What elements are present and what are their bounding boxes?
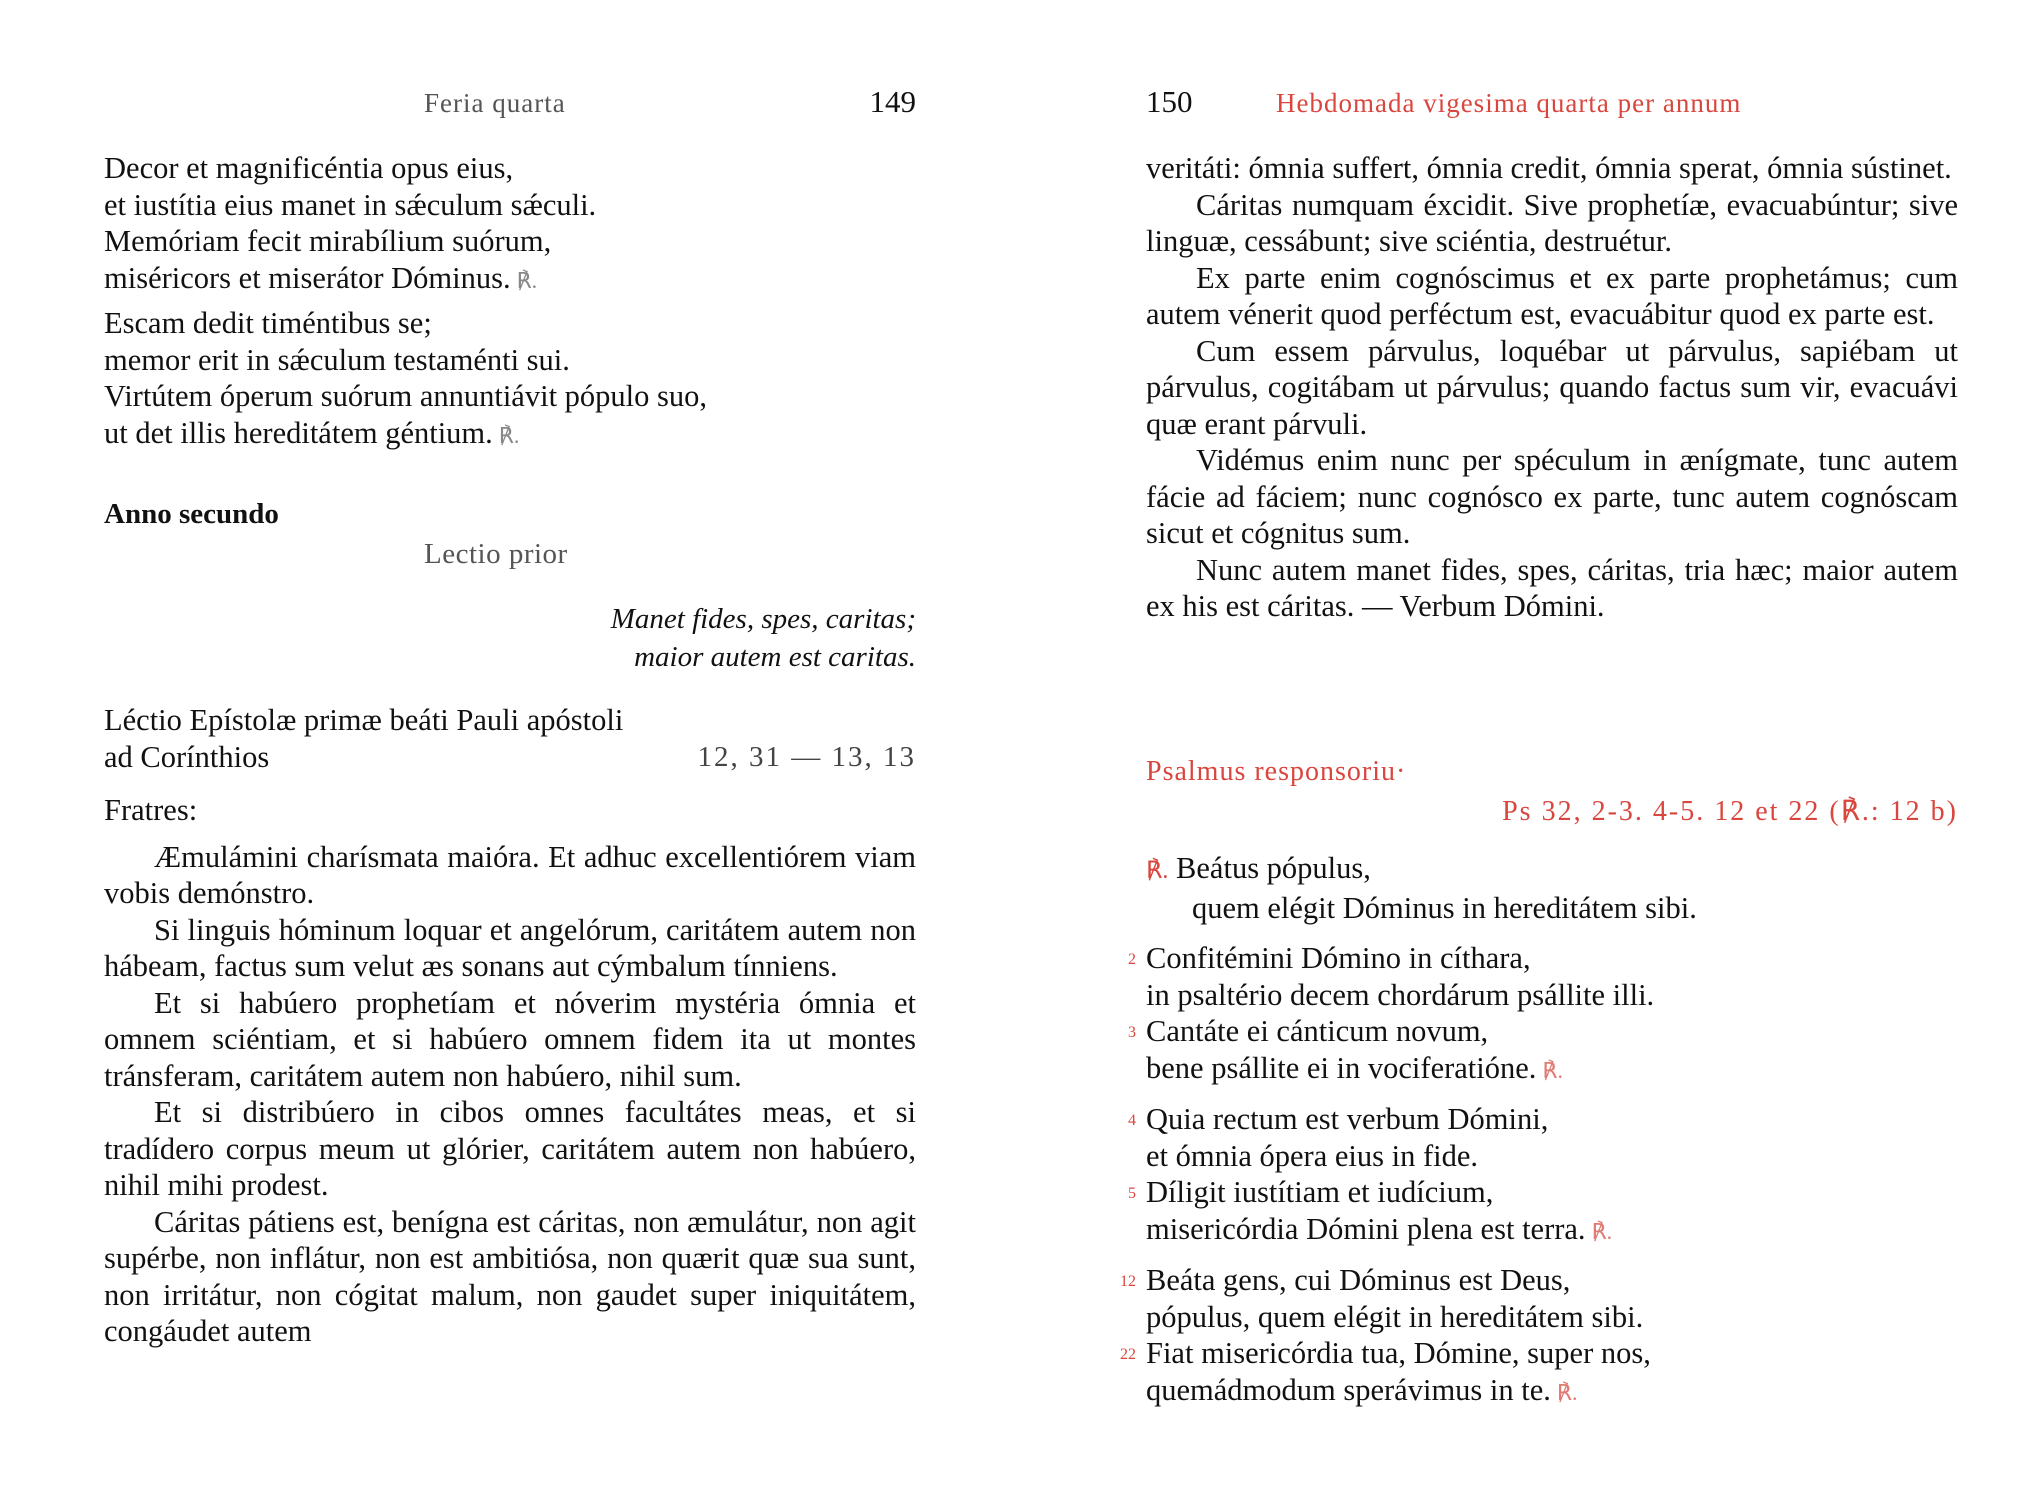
verse-text: Beáta gens, cui Dóminus est Deus,	[1146, 1263, 1571, 1297]
verse-line	[1146, 1211, 1958, 1251]
psalm-line-text: miséricors et miserátor Dóminus.	[104, 260, 511, 295]
response-mark: ℟.	[498, 422, 520, 448]
verse-line	[1146, 1138, 1958, 1175]
psalm-stanza	[104, 150, 916, 299]
reading-motto	[611, 600, 916, 676]
paragraph: veritáti: ómnia suffert, ómnia credit, ómnia sperat, ómnia sústinet.	[1146, 151, 1952, 185]
verse-text: Fiat misericórdia tua, Dómine, super nos,	[1146, 1336, 1651, 1370]
response-mark: ℟.	[1556, 1379, 1578, 1405]
psalm-label: Psalmus responsoriu·	[1146, 756, 1407, 787]
psalm-line	[104, 260, 916, 300]
verse-text: misericórdia Dómini plena est terra.	[1146, 1211, 1586, 1246]
verse-text: pópulus, quem elégit in hereditátem sibi.	[1146, 1299, 1644, 1334]
page-number: 150	[1146, 84, 1193, 119]
psalm-line: Escam dedit timéntibus se;	[104, 306, 432, 340]
verse-line	[1146, 1050, 1958, 1090]
running-title: Feria quarta	[424, 88, 566, 118]
psalm-line: memor erit in sǽculum testaménti sui.	[104, 342, 570, 377]
paragraph: Æmulámini charísmata maióra. Et adhuc excellentiórem viam vobis demónstro.	[104, 839, 916, 910]
motto-line: Manet fides, spes, caritas;	[610, 603, 916, 635]
verse-number: 5	[1128, 1185, 1136, 1202]
verse-text: in psaltério decem chordárum psállite illi.	[1146, 977, 1655, 1012]
verse-text: Confitémini Dómino in cíthara,	[1146, 941, 1531, 975]
psalm-strophe	[1128, 1101, 1958, 1250]
verse-line	[1128, 1101, 1958, 1138]
paragraph: Cáritas pátiens est, benígna est cáritas, non æmulátur, non agit supérbe, non inflátur, non est ambitiósa, non quærit quæ sua sunt, non irritátur, non cógitat malum, non gaudet super iniquitátem, congáudet autem	[104, 1204, 916, 1348]
verse-line	[1146, 1372, 1958, 1412]
verse-line	[1128, 1174, 1958, 1211]
paragraph: Ex parte enim cognóscimus et ex parte prophetámus; cum autem vénerit quod perféctum est, evacuábitur quod ex parte est.	[1146, 260, 1958, 331]
verse-number: 4	[1128, 1112, 1136, 1129]
scripture-reference: 12, 31 — 13, 13	[697, 740, 916, 773]
paragraph: Cáritas numquam éxcidit. Sive prophetíæ, evacuabúntur; sive linguæ, cessábunt; sive sciéntia, destruétur.	[1146, 187, 1958, 258]
left-page	[104, 0, 916, 1500]
response-mark: ℟.	[1591, 1218, 1613, 1244]
incipit-line	[104, 739, 916, 776]
psalm-line-text: ut det illis hereditátem géntium.	[104, 415, 493, 450]
reading-text-continued	[1146, 150, 1958, 625]
psalm-response	[1146, 850, 1958, 926]
psalm-line	[104, 415, 916, 455]
response-line: quem elégit Dóminus in hereditátem sibi.	[1192, 890, 1697, 925]
responsorial-psalm	[1120, 850, 1958, 1423]
response-text: Beátus pópulus,	[1176, 851, 1371, 885]
verse-text: Cantáte ei cánticum novum,	[1146, 1014, 1489, 1048]
psalm-strophe	[1128, 940, 1958, 1089]
greeting: Fratres:	[104, 793, 198, 827]
paragraph: Si linguis hóminum loquar et angelórum, caritátem autem non hábeam, factus sum velut æs sonans aut cýmbalum tínniens.	[104, 912, 916, 983]
psalm-reference: Ps 32, 2-3. 4-5. 12 et 22 (℟.: 12 b)	[1502, 796, 1958, 827]
section-title: Anno secundo	[104, 498, 279, 530]
right-page	[1120, 0, 1958, 1500]
verse-line	[1120, 1262, 1958, 1299]
paragraph: Et si habúero prophetíam et nóverim mystéria ómnia et omnem sciéntiam, et si habúero omnem fidem ita ut montes tránsferam, caritátem autem non habúero, nihil sum.	[104, 985, 916, 1093]
verse-number: 22	[1120, 1346, 1136, 1363]
verse-text: quemádmodum sperávimus in te.	[1146, 1372, 1551, 1407]
verse-line	[1128, 1013, 1958, 1050]
reading-incipit	[104, 702, 916, 775]
verse-text: Quia rectum est verbum Dómini,	[1146, 1102, 1549, 1136]
running-head-right	[1146, 84, 1958, 124]
psalm-line: Virtútem óperum suórum annuntiávit pópulo suo,	[104, 379, 708, 413]
psalm-line: et iustítia eius manet in sǽculum sǽculi.	[104, 187, 597, 222]
psalm-line: Memóriam fecit mirabílium suórum,	[104, 224, 552, 258]
lectio-title: Lectio prior	[424, 538, 568, 570]
psalm-line: Decor et magnificéntia opus eius,	[104, 151, 514, 185]
verse-line	[1146, 1299, 1958, 1336]
running-head-left	[104, 84, 916, 124]
page-number: 149	[869, 84, 916, 119]
running-title: Hebdomada vigesima quarta per annum	[1276, 88, 1742, 118]
verse-text: et ómnia ópera eius in fide.	[1146, 1138, 1479, 1173]
reading-text	[104, 792, 916, 1350]
verse-line	[1120, 1335, 1958, 1372]
psalm-strophe	[1120, 1262, 1958, 1411]
verse-line	[1128, 940, 1958, 977]
verse-line	[1146, 977, 1958, 1014]
paragraph: Et si distribúero in cibos omnes facultátes meas, et si tradídero corpus meum ut glórier, caritátem autem non habúero, nihil mihi prodest.	[104, 1095, 916, 1202]
response-mark: ℟.	[516, 267, 538, 293]
paragraph: Cum essem párvulus, loquébar ut párvulus, sapiébam ut párvulus, cogitábam ut párvulus; quando factus sum vir, evacuávi quæ erant párvuli.	[1146, 333, 1958, 441]
psalm-continuation	[104, 150, 916, 454]
incipit-line: Léctio Epístolæ primæ beáti Pauli apóstoli	[104, 703, 624, 737]
incipit-addressee: ad Corínthios	[104, 739, 270, 774]
motto-line: maior autem est caritas.	[634, 641, 916, 673]
verse-number: 3	[1128, 1024, 1136, 1041]
verse-number: 2	[1128, 951, 1136, 968]
paragraph: Nunc autem manet fides, spes, cáritas, tria hæc; maior autem ex his est cáritas. — Verbum Dómini.	[1146, 552, 1958, 623]
verse-text: Díligit iustítiam et iudícium,	[1146, 1175, 1494, 1209]
paragraph: Vidémus enim nunc per spéculum in ænígmate, tunc autem fácie ad fáciem; nunc cognósco ex parte, tunc autem cognóscam sicut et cógnitus sum.	[1146, 443, 1958, 550]
verse-text: bene psállite ei in vociferatióne.	[1146, 1050, 1537, 1085]
response-mark: ℟.	[1542, 1057, 1563, 1083]
verse-number: 12	[1120, 1273, 1136, 1290]
response-mark: ℟.	[1146, 858, 1169, 884]
psalm-stanza	[104, 305, 916, 454]
response-line	[1146, 850, 1958, 890]
